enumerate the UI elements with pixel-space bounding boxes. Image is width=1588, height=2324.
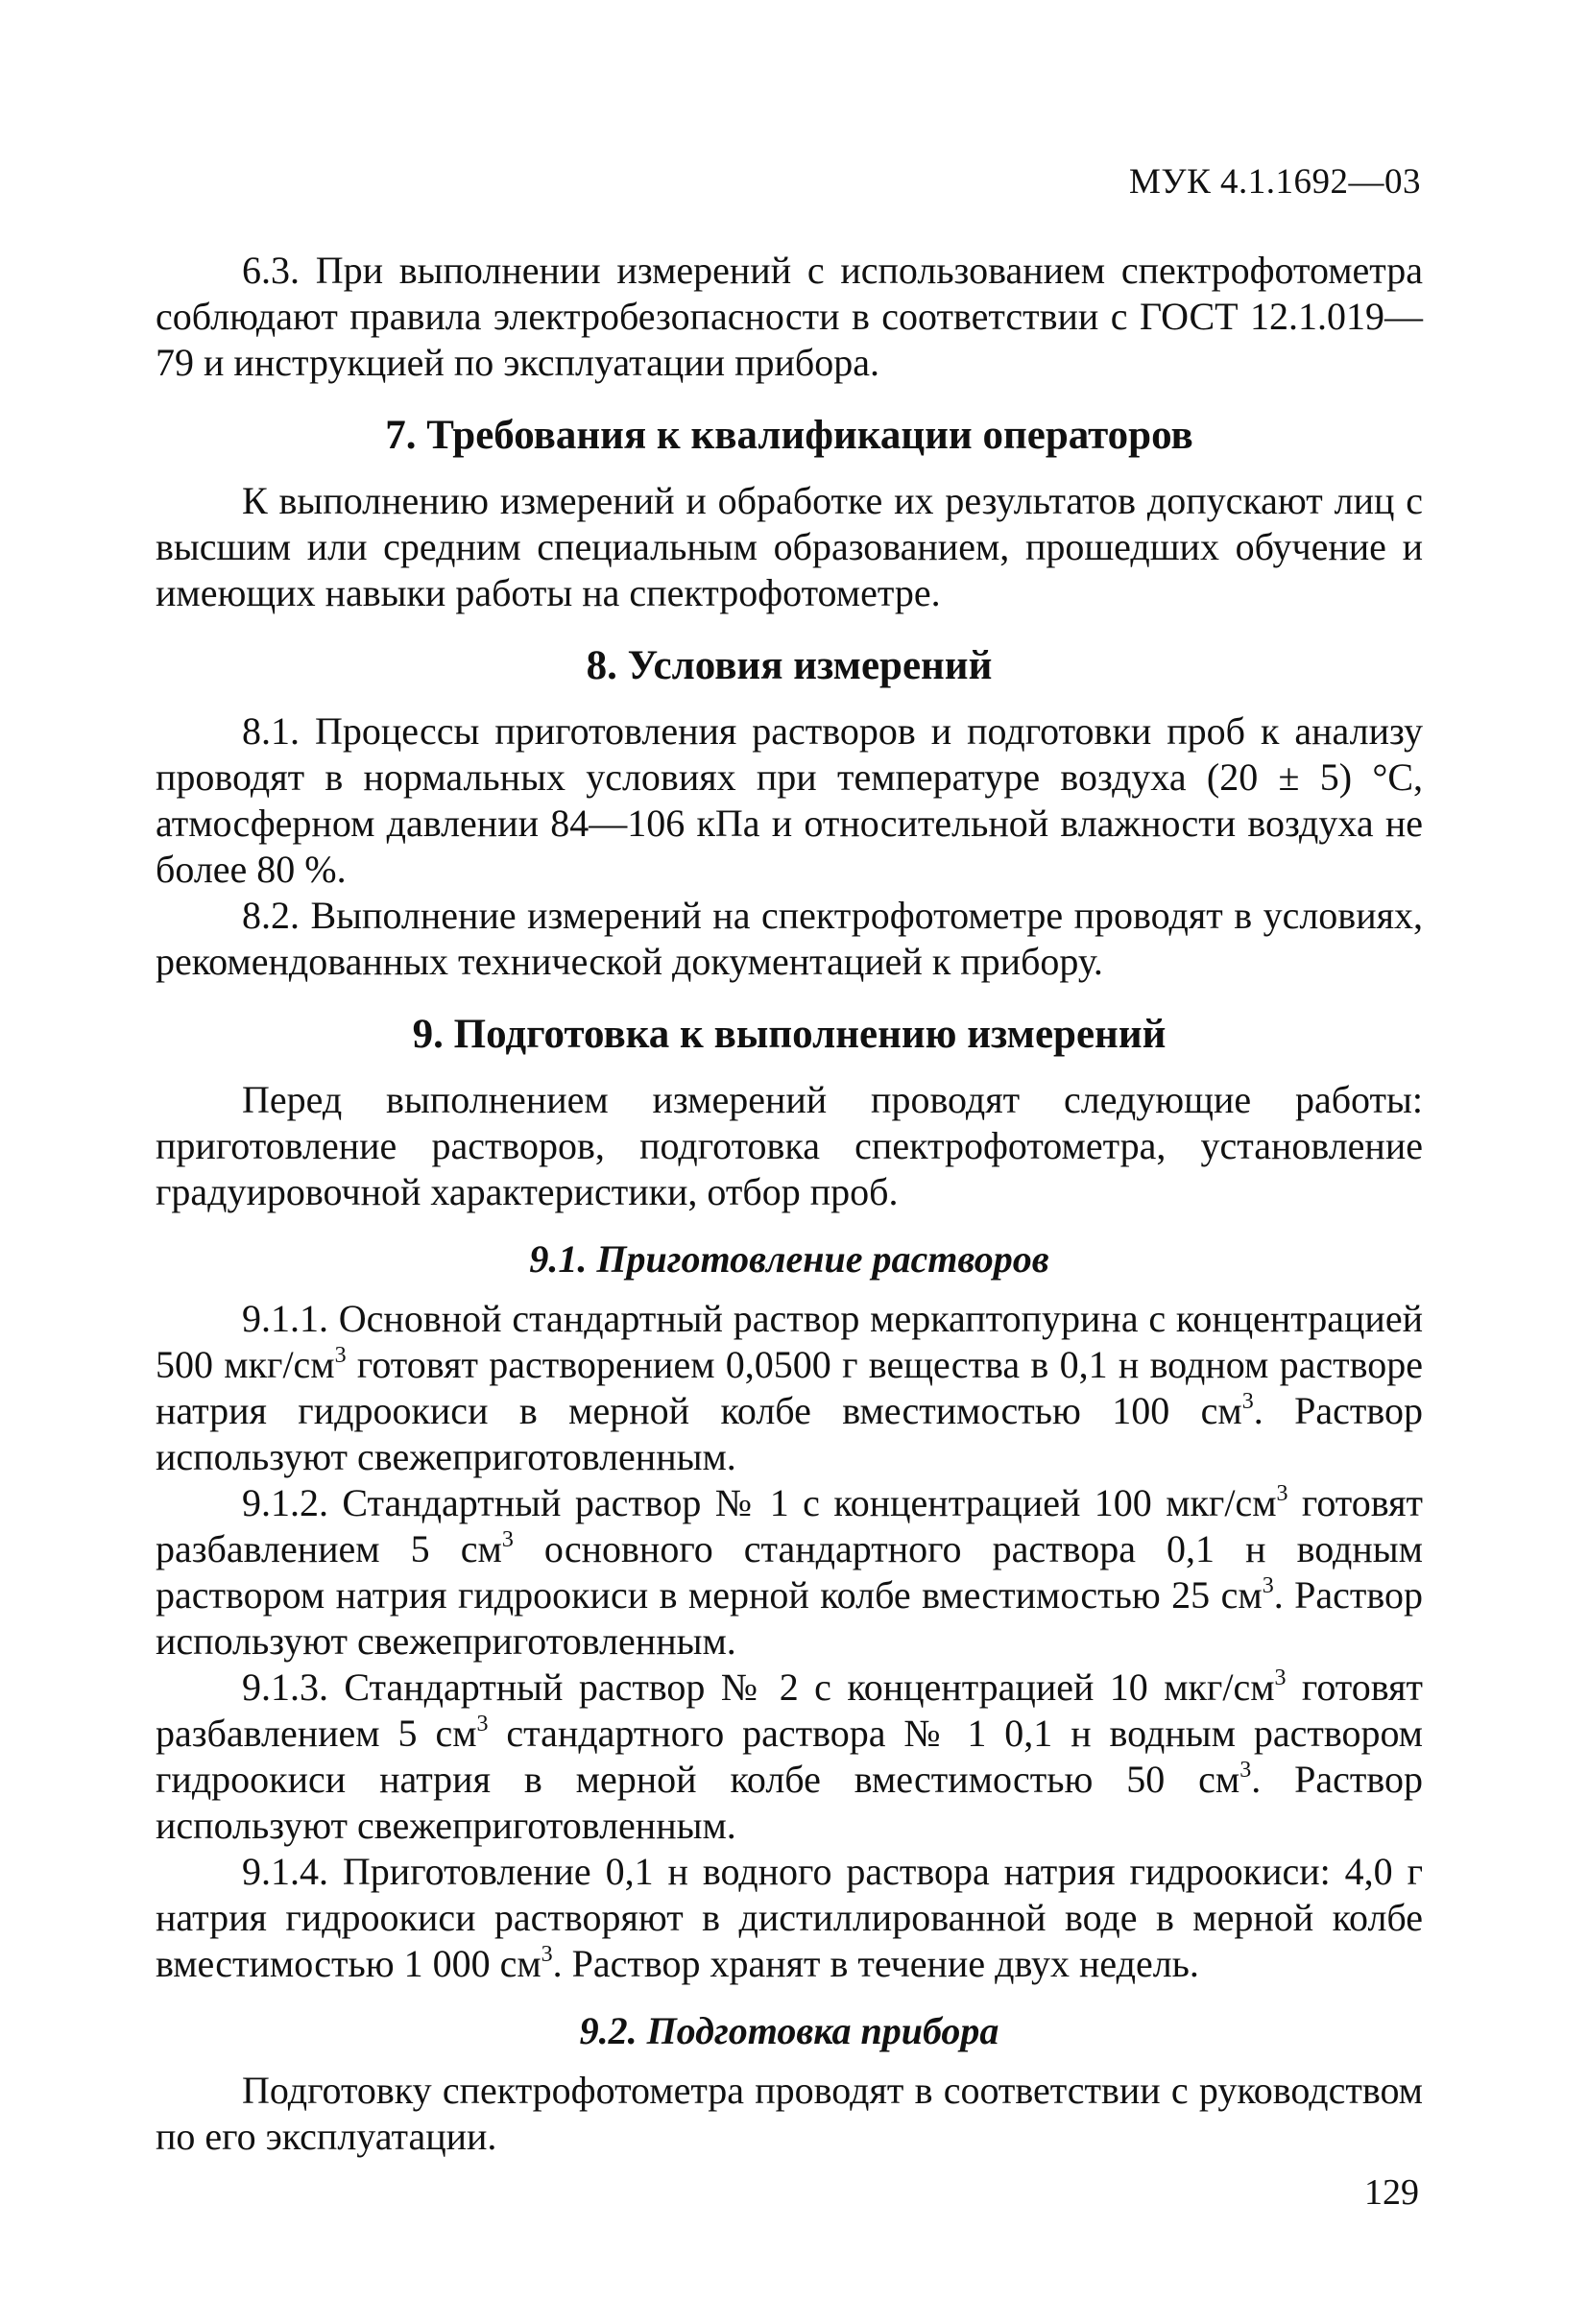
document-code-header: МУК 4.1.1692—03 bbox=[1128, 162, 1421, 202]
superscript: 3 bbox=[476, 1712, 489, 1737]
section-7-title: 7. Требования к квалификации операторов bbox=[385, 413, 1193, 458]
superscript: 3 bbox=[501, 1527, 514, 1552]
superscript: 3 bbox=[1262, 1573, 1274, 1598]
text-fragment: 9.1.1. Основной стандартный раствор меркаптопурина с концентрацией 500 мкг/см bbox=[156, 1297, 1423, 1386]
text-fragment: . Раствор хранят в течение двух недель. bbox=[552, 1942, 1199, 1985]
paragraph-9-1-3 bbox=[156, 1665, 1423, 1849]
paragraph-8-1: 8.1. Процессы приготовления растворов и подготовки проб к анализу проводят в нормальных условиях при температуре воздуха (20 ± 5) °С, атмосферном давлении 84—106 кПа и относительной влажности воздуха не более 80 %. bbox=[156, 709, 1423, 891]
paragraph-9-1-1 bbox=[156, 1296, 1423, 1480]
subsection-9-2-title: 9.2. Подготовка прибора bbox=[579, 2009, 999, 2052]
text-fragment: готовят разбавлением 5 см bbox=[156, 1665, 1424, 1755]
superscript: 3 bbox=[1241, 1389, 1254, 1414]
paragraph-6-3: 6.3. При выполнении измерений с использованием спектрофотометра соблюдают правила электробезопасности в соответствии с ГОСТ 12.1.019—79 и инструкцией по эксплуатации прибора. bbox=[156, 249, 1423, 384]
text-fragment: 9.1.2. Стандартный раствор № 1 с концентрацией 100 мкг/см bbox=[242, 1481, 1277, 1524]
paragraph-8-2: 8.2. Выполнение измерений на спектрофотометре проводят в условиях, рекомендованных технической документацией к прибору. bbox=[156, 894, 1423, 983]
document-body bbox=[156, 248, 1423, 2160]
paragraph-9-1-4 bbox=[156, 1849, 1423, 1987]
paragraph-9-2: Подготовку спектрофотометра проводят в соответствии с руководством по его эксплуатации. bbox=[156, 2069, 1423, 2158]
text-fragment: готовят растворением 0,0500 г вещества в 0,1 н водном растворе натрия гидроокиси в мерной колбе вместимостью 100 см bbox=[156, 1343, 1423, 1432]
superscript: 3 bbox=[1276, 1481, 1288, 1506]
superscript: 3 bbox=[1239, 1758, 1252, 1783]
superscript: 3 bbox=[1274, 1665, 1287, 1690]
text-fragment: . Раствор используют свежеприготовленным. bbox=[156, 1758, 1423, 1847]
text-fragment: . Раствор используют свежеприготовленным. bbox=[156, 1389, 1423, 1478]
text-fragment: . Раствор используют свежеприготовленным. bbox=[156, 1573, 1423, 1663]
section-9-title: 9. Подготовка к выполнению измерений bbox=[412, 1012, 1167, 1057]
section-8-title: 8. Условия измерений bbox=[586, 643, 993, 688]
superscript: 3 bbox=[541, 1942, 553, 1967]
text-fragment: готовят разбавлением 5 см bbox=[156, 1481, 1424, 1570]
subsection-9-1-title: 9.1. Приготовление растворов bbox=[529, 1237, 1049, 1281]
paragraph-9-1-2 bbox=[156, 1480, 1423, 1665]
text-fragment: 9.1.4. Приготовление 0,1 н водного раствора натрия гидроокиси: 4,0 г натрия гидроокиси растворяют в дистиллированной воде в мерной колбе вместимостью 1 000 см bbox=[156, 1850, 1423, 1985]
text-fragment: стандартного раствора № 1 0,1 н водным раствором гидроокиси натрия в мерной колбе вместимостью 50 см bbox=[156, 1712, 1423, 1801]
text-fragment: 9.1.3. Стандартный раствор № 2 с концентрацией 10 мкг/см bbox=[242, 1665, 1275, 1709]
text-fragment: основного стандартного раствора 0,1 н водным раствором натрия гидроокиси в мерной колбе вместимостью 25 см bbox=[156, 1527, 1423, 1617]
superscript: 3 bbox=[334, 1343, 347, 1368]
paragraph-9-intro: Перед выполнением измерений проводят следующие работы: приготовление растворов, подготовка спектрофотометра, установление градуировочной характеристики, отбор проб. bbox=[156, 1078, 1423, 1213]
paragraph-7: К выполнению измерений и обработке их результатов допускают лиц с высшим или средним специальным образованием, прошедших обучение и имеющих навыки работы на спектрофотометре. bbox=[156, 479, 1423, 614]
page-number: 129 bbox=[1364, 2172, 1419, 2213]
